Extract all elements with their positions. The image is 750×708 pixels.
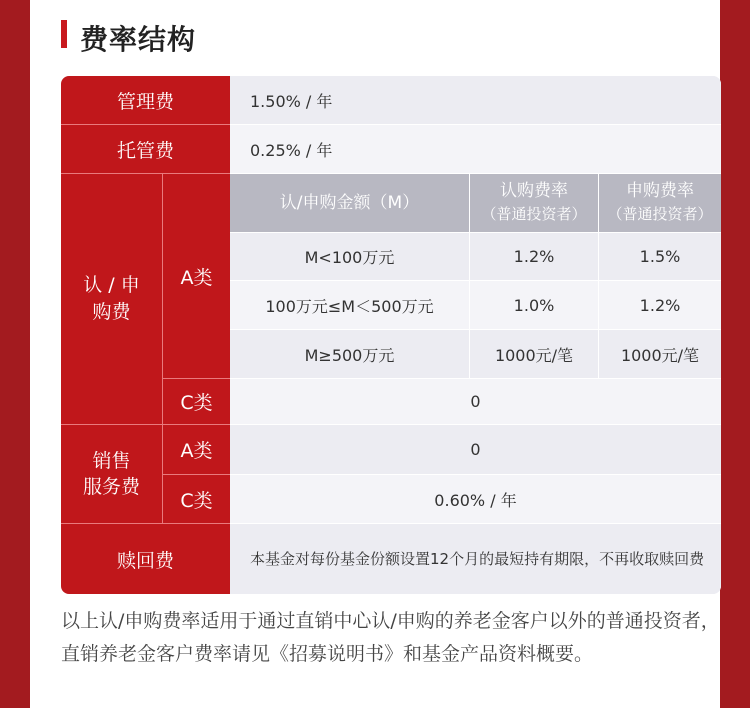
management-fee-label: 管理费 [61,76,230,124]
page-content [30,0,720,708]
subscribe-rate-header-title: 认购费率 [500,181,568,201]
management-fee-value: 1.50% / 年 [230,76,721,124]
divider [230,280,721,281]
divider [230,173,721,174]
tier-1-amount: M<100万元 [230,233,469,280]
divider [230,124,721,125]
subscription-fee-label-line1: 认 / 申 [83,274,140,296]
sales-class-c: C类 [163,475,230,523]
divider [61,173,230,174]
divider [598,174,599,378]
divider [163,474,230,475]
custody-fee-value: 0.25% / 年 [230,125,721,173]
divider [230,424,721,425]
purchase-rate-header-note: （普通投资者） [607,205,713,223]
sales-class-a: A类 [163,425,230,474]
subscription-amount-header: 认/申购金额（M） [230,174,469,232]
divider [61,523,230,524]
tier-1-purchase-rate: 1.5% [599,233,721,280]
divider [230,329,721,330]
purchase-rate-header-title: 申购费率 [626,181,694,201]
divider [230,378,721,379]
divider [469,174,470,378]
tier-3-amount: M≥500万元 [230,330,469,378]
divider [61,424,230,425]
subscription-class-c: C类 [163,379,230,424]
tier-2-subscribe-rate: 1.0% [470,281,598,329]
custody-fee-label: 托管费 [61,125,230,173]
sales-service-fee-label-line2: 服务费 [82,476,140,498]
subscribe-rate-header-note: （普通投资者） [481,205,587,223]
tier-3-purchase-rate: 1000元/笔 [599,330,721,378]
tier-3-subscribe-rate: 1000元/笔 [470,330,598,378]
sales-service-fee-label-line1: 销售 [92,450,131,472]
subscription-class-c-value: 0 [230,379,721,424]
section-title: 费率结构 [80,23,197,56]
redemption-fee-value: 本基金对每份基金份额设置12个月的最短持有期限，不再收取赎回费 [230,524,721,594]
tier-1-subscribe-rate: 1.2% [470,233,598,280]
divider [163,378,230,379]
sales-class-c-value: 0.60% / 年 [230,475,721,523]
subscription-class-a: A类 [163,174,230,378]
subscription-fee-label [61,174,162,424]
sales-service-fee-label [61,425,162,523]
fee-table [61,76,721,594]
footnote: 以上认/申购费率适用于通过直销中心认/申购的养老金客户以外的普通投资者，直销养老金客户费率请见《招募说明书》和基金产品资料概要。 [61,610,720,665]
purchase-rate-header [599,174,721,232]
redemption-fee-label: 赎回费 [61,524,230,594]
divider [230,232,721,233]
title-accent-bar [61,20,67,48]
tier-2-amount: 100万元≤M＜500万元 [230,281,469,329]
tier-2-purchase-rate: 1.2% [599,281,721,329]
sales-class-a-value: 0 [230,425,721,474]
divider [230,523,721,524]
subscription-fee-label-line2: 购费 [92,301,131,323]
divider [230,474,721,475]
divider [162,174,163,523]
divider [61,124,230,125]
subscribe-rate-header [470,174,598,232]
